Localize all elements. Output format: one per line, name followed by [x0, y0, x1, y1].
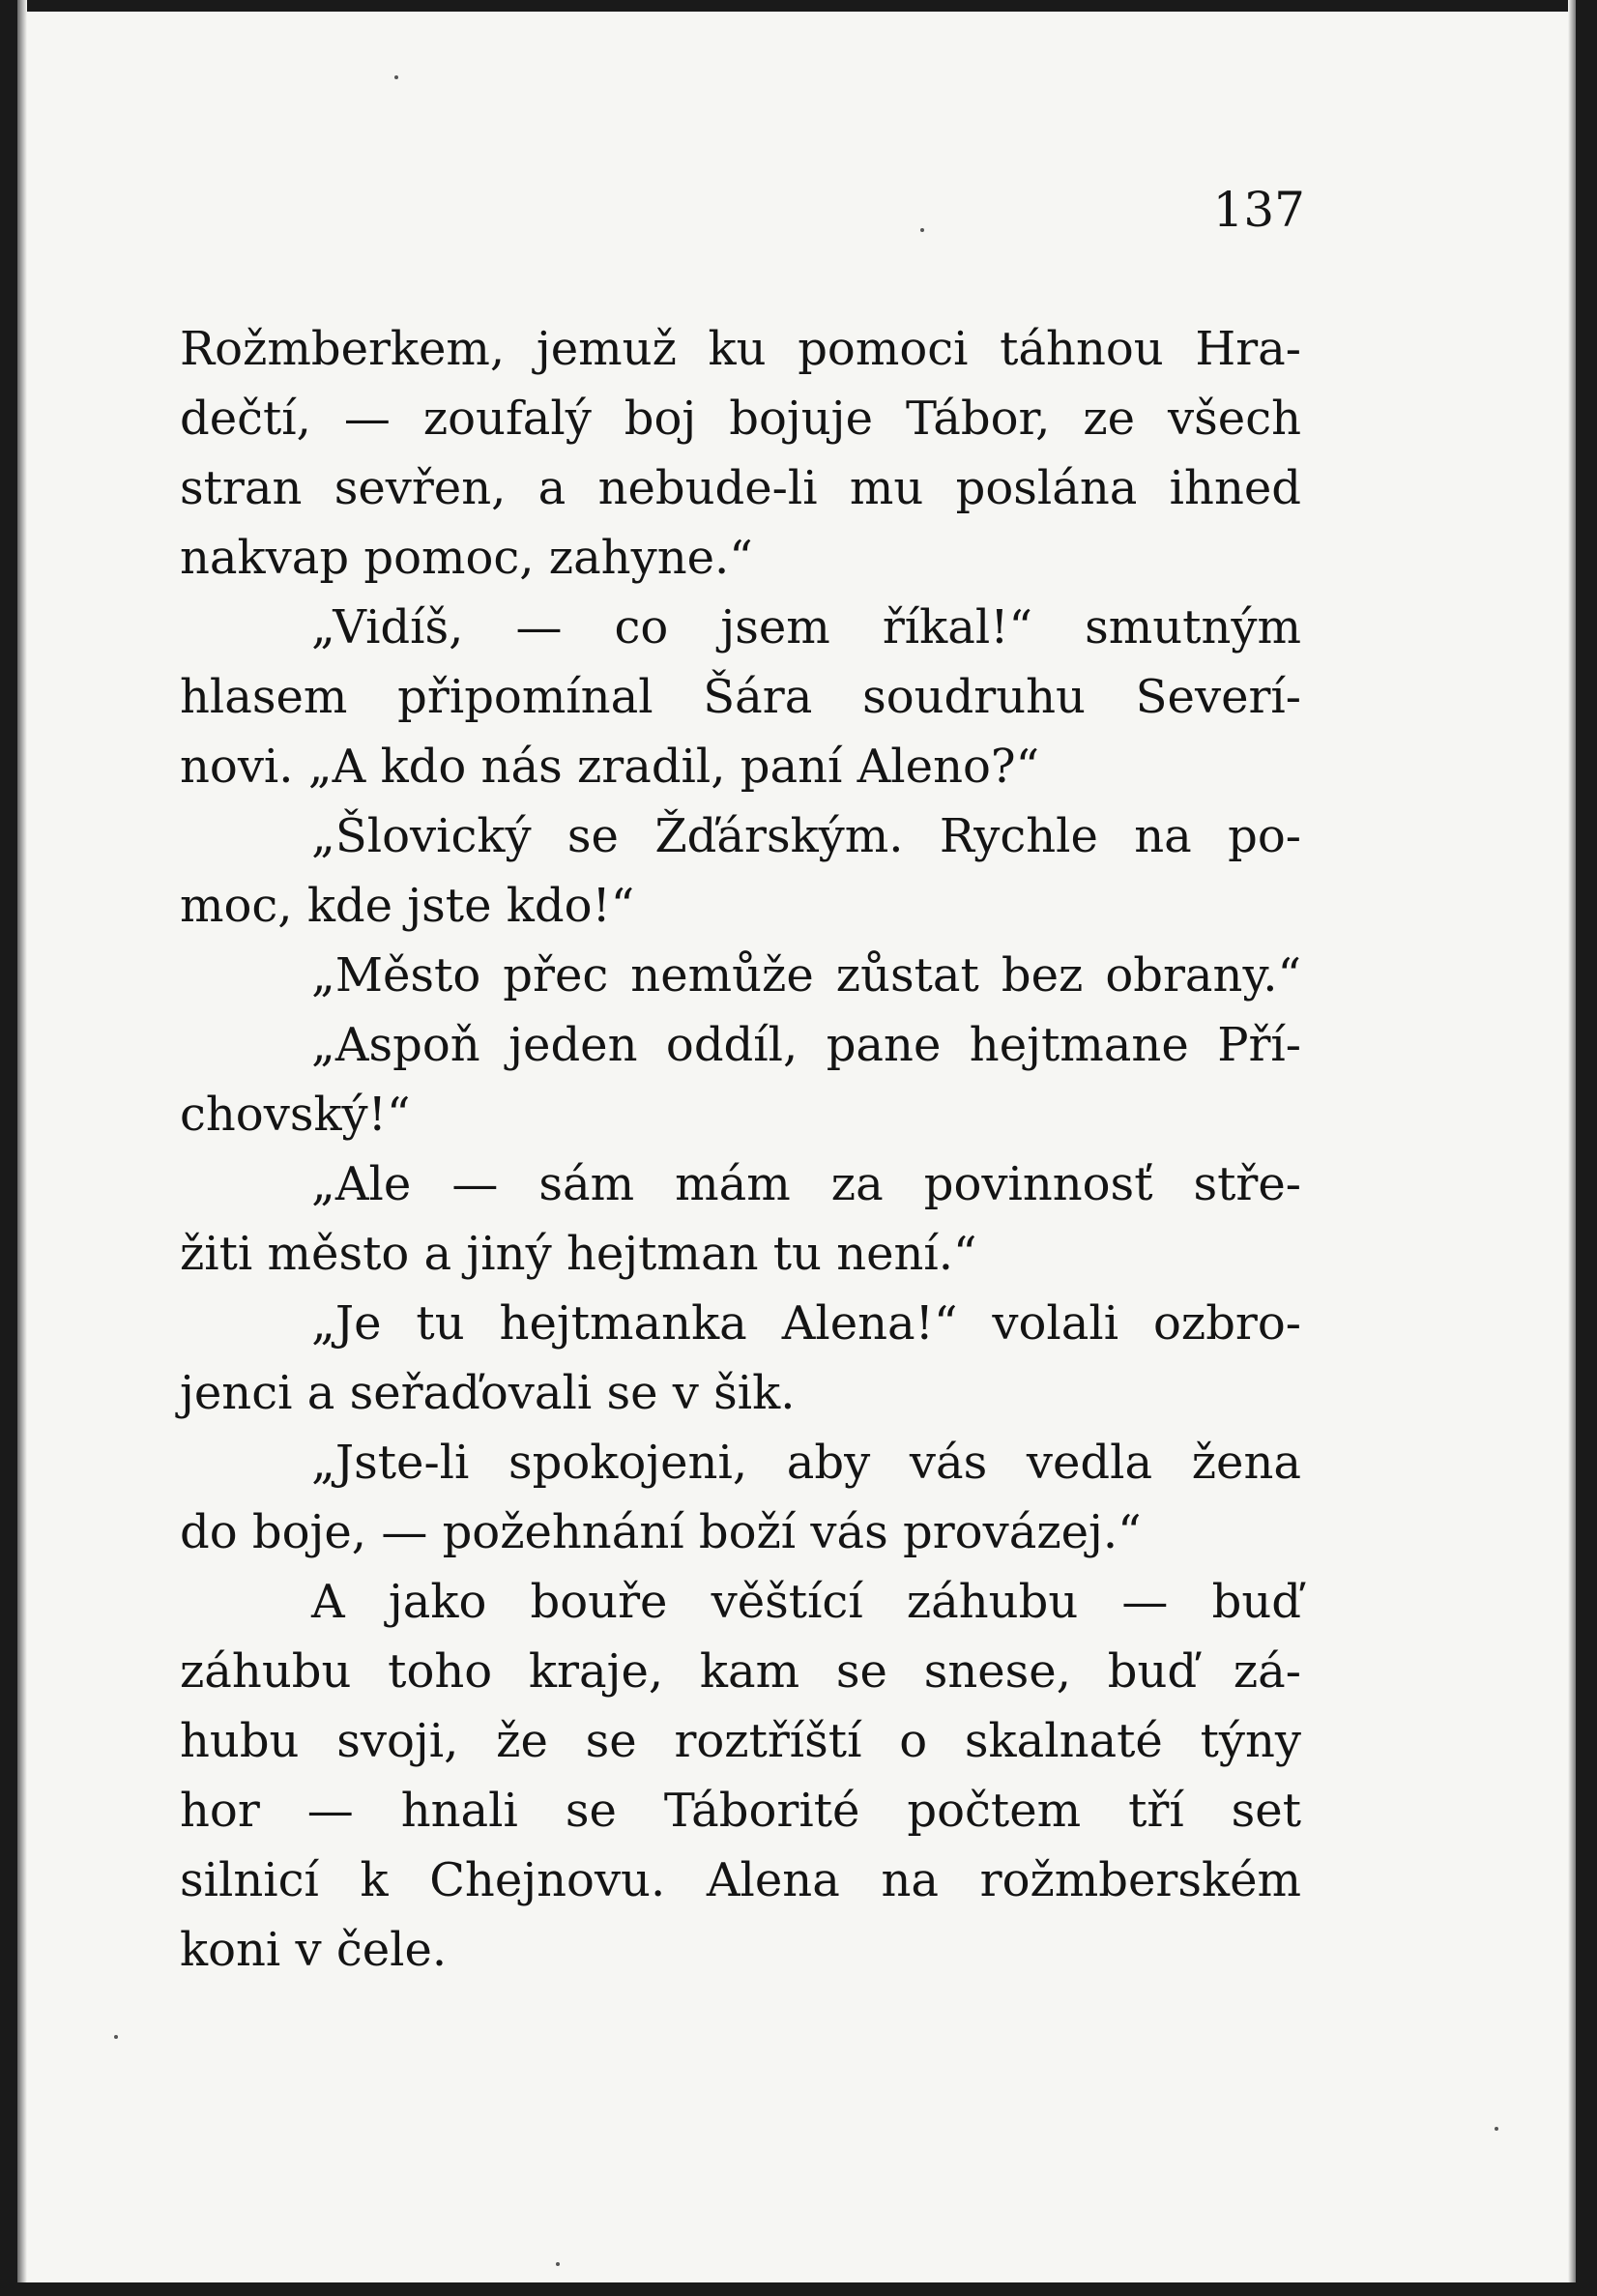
scan-edge-right [1576, 0, 1597, 2296]
text-line: „Vidíš, — co jsem říkal!“ smutným [311, 600, 1301, 654]
dust-speck [1495, 2127, 1498, 2131]
scan-edge-right-shadow [1568, 0, 1576, 2296]
text-line: „Ale — sám mám za povinnosť stře- [311, 1157, 1301, 1211]
text-line: A jako bouře věštící záhubu — buď [311, 1575, 1301, 1629]
text-line: dečtí, — zoufalý boj bojuje Tábor, ze všech [180, 392, 1301, 446]
dust-speck [114, 2035, 118, 2039]
text-line: „Je tu hejtmanka Alena!“ volali ozbro- [311, 1296, 1301, 1351]
body-text [180, 314, 1301, 1985]
scan-edge-left [0, 0, 17, 2296]
text-line: Rožmberkem, jemuž ku pomoci táhnou Hra- [180, 322, 1301, 376]
text-line: chovský!“ [180, 1088, 411, 1142]
text-line: „Šlovický se Žďárským. Rychle na po- [311, 809, 1301, 863]
page-number: 137 [1212, 182, 1305, 238]
text-line: „Jste-li spokojeni, aby vás vedla žena [311, 1436, 1301, 1490]
dust-speck [920, 228, 924, 232]
text-line: „Aspoň jeden oddíl, pane hejtmane Pří- [311, 1018, 1301, 1072]
text-line: silnicí k Chejnovu. Alena na rožmberském [180, 1853, 1301, 1907]
dust-speck [556, 2262, 560, 2266]
text-line: záhubu toho kraje, kam se snese, buď zá- [180, 1644, 1301, 1699]
dust-speck [394, 75, 398, 79]
scan-edge-top [0, 0, 1597, 12]
text-line: novi. „A kdo nás zradil, paní Aleno?“ [180, 740, 1040, 794]
text-line: moc, kde jste kdo!“ [180, 879, 635, 933]
scan-edge-left-shadow [17, 0, 27, 2296]
text-line: jenci a seřaďovali se v šik. [180, 1366, 796, 1420]
text-line: stran sevřen, a nebude-li mu poslána ihned [180, 461, 1301, 515]
text-line: nakvap pomoc, zahyne.“ [180, 531, 753, 585]
text-line: hlasem připomínal Šára soudruhu Severí- [180, 670, 1301, 724]
scan-edge-bottom [0, 2282, 1597, 2296]
text-line: hor — hnali se Táborité počtem tří set [180, 1784, 1301, 1838]
text-line: koni v čele. [180, 1923, 448, 1977]
text-line: žiti město a jiný hejtman tu není.“ [180, 1227, 977, 1281]
text-line: hubu svoji, že se roztříští o skalnaté týny [180, 1714, 1301, 1768]
text-line: do boje, — požehnání boží vás provázej.“ [180, 1505, 1142, 1559]
text-line: „Město přec nemůže zůstat bez obrany.“ [311, 948, 1301, 1003]
